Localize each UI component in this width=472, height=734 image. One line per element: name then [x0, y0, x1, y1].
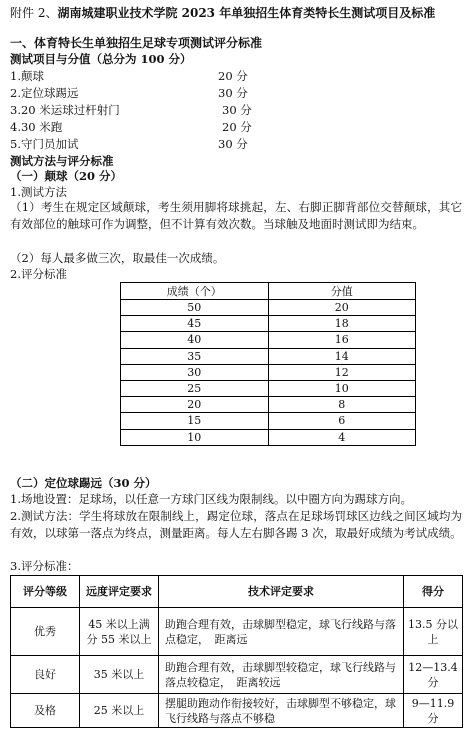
table-header: 得分 [404, 576, 463, 608]
table-header-row [121, 283, 416, 300]
table-row: 40 16 [121, 332, 416, 348]
juggling-standard-title: 2.评分标准 [10, 267, 67, 281]
juggling-score-table [120, 282, 416, 446]
item-score: 30 分 [222, 103, 252, 117]
kick-p3: 3.评分标准： [10, 559, 79, 573]
items-title: 测试项目与分值（总分为 100 分） [10, 52, 192, 66]
table-row: 15 6 [121, 413, 416, 429]
table-row: 优秀 45 米以上满分 55 米以上 助跑合理有效，击球脚型稳定，球飞行线路与落点稳定， 距离远 13.5 分以上 [11, 608, 463, 656]
list-item: 2.定位球踢远 [10, 86, 79, 100]
item-score: 30 分 [218, 137, 248, 151]
list-item: 3.20 米运球过杆射门 [10, 103, 120, 117]
item-score: 20 分 [218, 69, 248, 83]
list-item: 4.30 米跑 [10, 120, 63, 134]
table-row: 45 18 [121, 316, 416, 332]
juggling-method-p1: （1）考生在规定区域颠球，考生须用脚将球挑起，左、右脚正脚背部位交替颠球，其它有效部位的触球可作为调整，但不计算有效次数。当球触及地面时测试即为结束。 [10, 200, 462, 231]
kick-p2: 2.测试方法：学生将球放在限制线上，踢定位球，落点在足球场罚球区边线之间区域均为有效，以球第一落点为终点，测量距离。每人左右脚各踢 3 次，取最好成绩为考试成绩。 [10, 509, 462, 540]
list-item: 1.颠球 [10, 69, 44, 83]
juggling-method-title: 1.测试方法 [10, 185, 67, 199]
page-header [10, 4, 435, 21]
header-title: 湖南城建职业技术学院 2023 年单独招生体育类特长生测试项目及标准 [57, 6, 436, 20]
section1-title: 一、体育特长生单独招生足球专项测试评分标准 [10, 36, 263, 50]
kick-title: （二）定位球踢远（30 分） [10, 476, 157, 490]
item-score: 30 分 [218, 86, 248, 100]
table-row: 35 14 [121, 348, 416, 364]
item-score: 20 分 [222, 120, 252, 134]
header-prefix: 附件 2、 [10, 6, 58, 20]
table-header: 技术评定要求 [159, 576, 404, 608]
table-header: 分值 [268, 283, 416, 300]
table-header: 评分等级 [11, 576, 80, 608]
table-header: 远度评定要求 [80, 576, 159, 608]
table-header-row [11, 576, 463, 608]
table-row: 10 4 [121, 429, 416, 445]
table-row: 良好 35 米以上 助跑合理有效，击球脚型较稳定，球飞行线路与落点较稳定， 距离较远 12—13.4 分 [11, 656, 463, 694]
methods-title: 测试方法与评分标准 [10, 154, 114, 168]
table-row: 50 20 [121, 300, 416, 316]
table-row: 20 8 [121, 397, 416, 413]
kick-evaluation-table [10, 575, 463, 728]
table-header: 成绩（个） [121, 283, 269, 300]
juggling-method-p2: （2）每人最多做三次，取最佳一次成绩。 [10, 251, 225, 265]
juggling-title: （一）颠球（20 分） [10, 169, 123, 183]
table-row: 30 12 [121, 364, 416, 380]
table-row: 及格 25 米以上 摆腿助跑动作衔接较好，击球脚型不够稳定，球飞行线路与落点不够稳 9—11.9 分 [11, 694, 463, 728]
kick-p1: 1.场地设置：足球场，以任意一方球门区线为限制线。以中圈方向为踢球方向。 [10, 492, 412, 506]
table-row: 25 10 [121, 380, 416, 396]
list-item: 5.守门员加试 [10, 137, 79, 151]
